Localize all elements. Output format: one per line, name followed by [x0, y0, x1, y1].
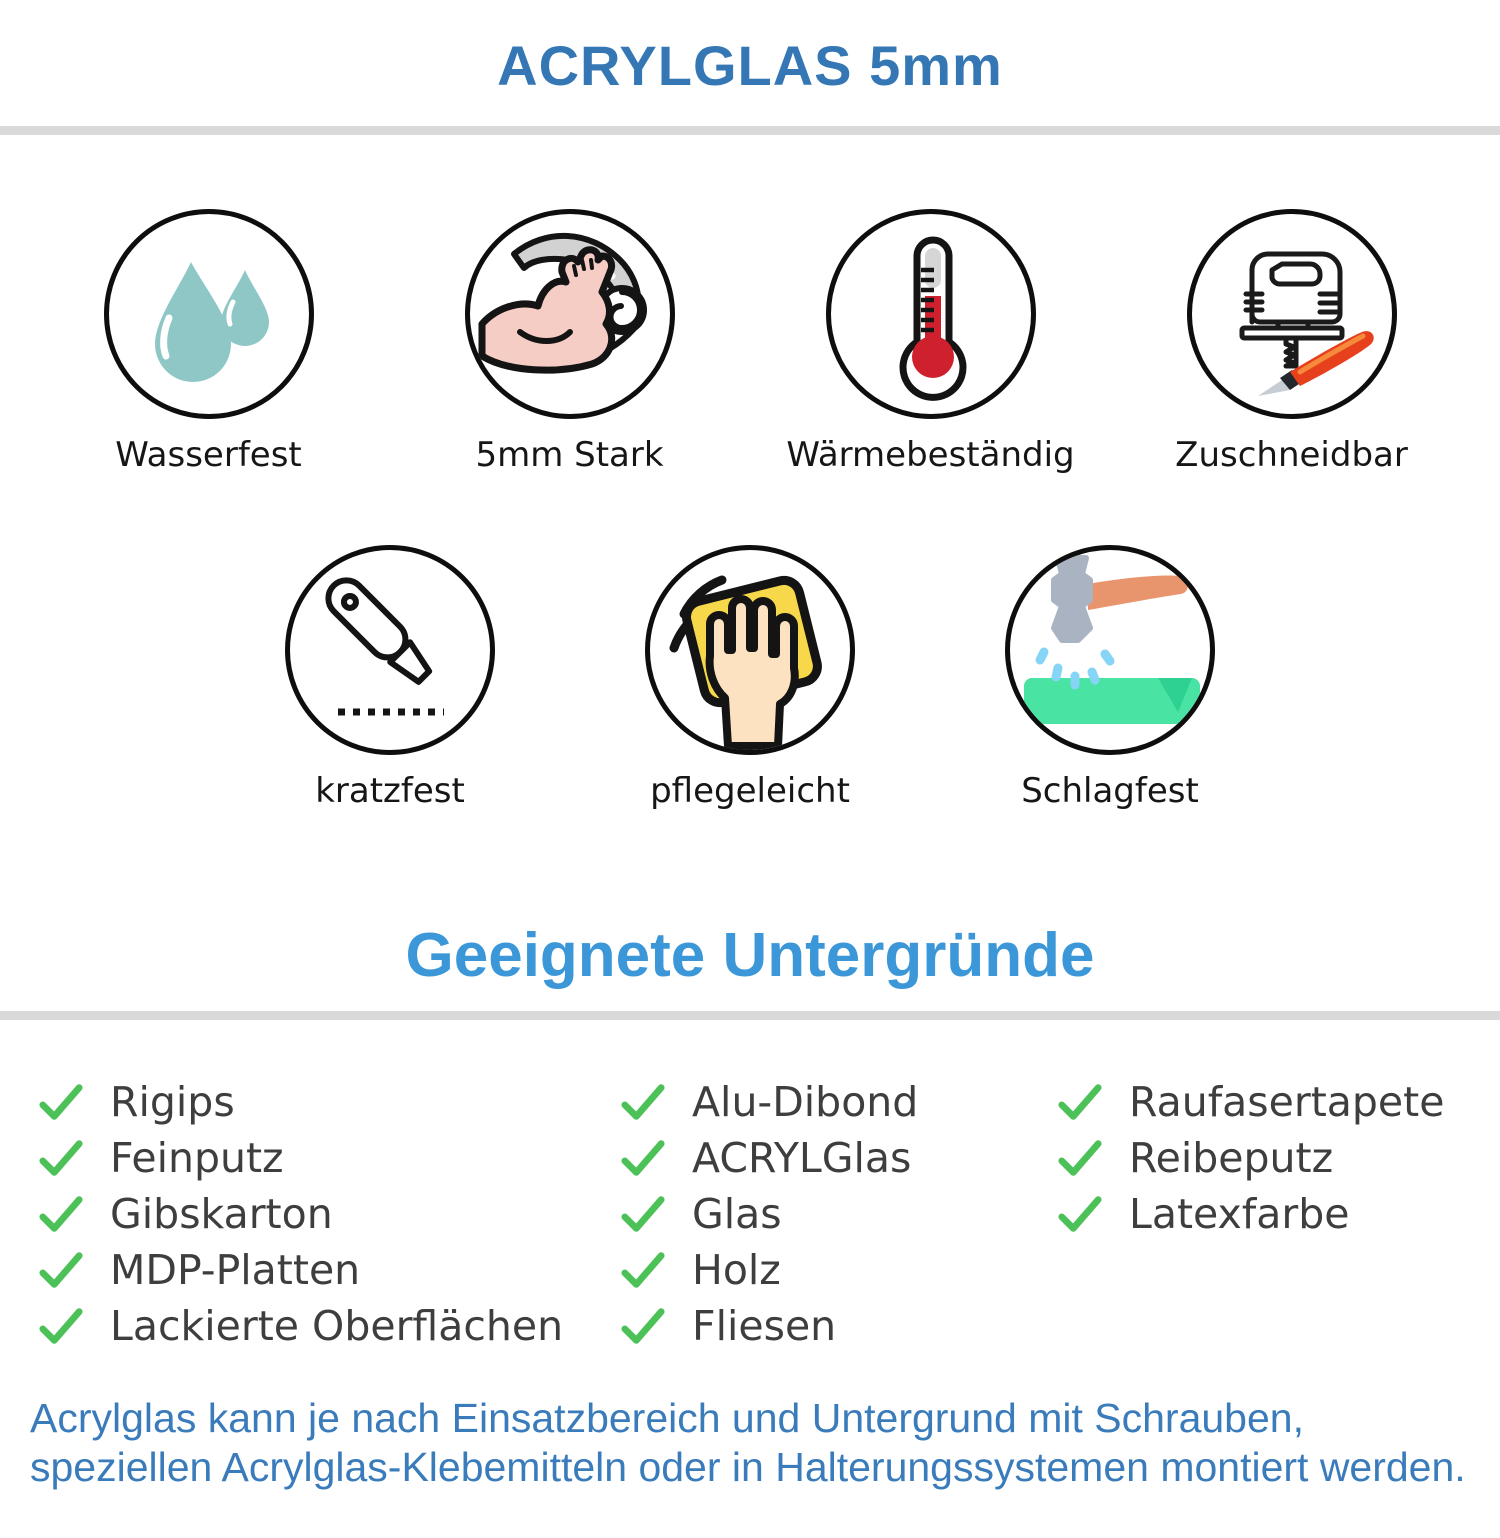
check-icon: [620, 1303, 666, 1349]
substrate-label: MDP-Platten: [110, 1246, 361, 1294]
substrate-label: Latexfarbe: [1129, 1190, 1350, 1238]
feature-circle: [1187, 209, 1397, 419]
feature-easy-care: [645, 545, 855, 811]
substrate-label: Fliesen: [692, 1302, 837, 1350]
substrate-item: [38, 1298, 620, 1354]
mounting-note-line2: speziellen Acrylglas-Klebemitteln oder in Halterungssystemen montiert werden.: [30, 1444, 1466, 1491]
thermometer-icon: [831, 214, 1031, 414]
feature-thickness: [389, 209, 750, 475]
divider-bar-top: [0, 126, 1500, 135]
utility-knife-icon: [290, 550, 490, 750]
feature-label: 5mm Stark: [475, 435, 664, 475]
feature-cuttable: [1111, 209, 1472, 475]
substrate-label: Feinputz: [110, 1134, 284, 1182]
feature-label: Wasserfest: [115, 435, 302, 475]
check-icon: [38, 1191, 84, 1237]
feature-label: pflegeleicht: [650, 771, 850, 811]
substrate-label: Gibskarton: [110, 1190, 333, 1238]
feature-circle: [285, 545, 495, 755]
check-icon: [38, 1303, 84, 1349]
hammer-icon: [1010, 550, 1210, 750]
substrate-item: [1057, 1130, 1500, 1186]
feature-heat-resistant: [750, 209, 1111, 475]
check-icon: [38, 1079, 84, 1125]
feature-label: kratzfest: [315, 771, 465, 811]
features-row-2: [0, 545, 1500, 811]
substrate-label: Reibeputz: [1129, 1134, 1334, 1182]
substrate-item: [38, 1186, 620, 1242]
substrate-label: ACRYLGlas: [692, 1134, 912, 1182]
check-icon: [620, 1247, 666, 1293]
substrate-label: Holz: [692, 1246, 781, 1294]
check-icon: [620, 1079, 666, 1125]
check-icon: [620, 1135, 666, 1181]
substrate-label: Glas: [692, 1190, 782, 1238]
page-title: ACRYLGLAS 5mm: [497, 34, 1003, 97]
substrate-item: [38, 1074, 620, 1130]
check-icon: [38, 1247, 84, 1293]
feature-circle: [645, 545, 855, 755]
check-icon: [38, 1135, 84, 1181]
infographic-page: [0, 34, 1500, 1538]
substrates-column-3: [1057, 1074, 1500, 1354]
strong-arm-icon: [470, 214, 670, 414]
substrate-label: Alu-Dibond: [692, 1078, 919, 1126]
substrate-item: [38, 1130, 620, 1186]
feature-circle: [104, 209, 314, 419]
substrates-list: [38, 1074, 1500, 1354]
feature-label: Wärmebeständig: [786, 435, 1075, 475]
substrate-label: Lackierte Oberflächen: [110, 1302, 564, 1350]
cleaning-hand-icon: [650, 550, 850, 750]
substrates-column-2: [620, 1074, 1057, 1354]
feature-scratch-resistant: [285, 545, 495, 811]
substrate-label: Raufasertapete: [1129, 1078, 1445, 1126]
check-icon: [1057, 1135, 1103, 1181]
feature-label: Zuschneidbar: [1175, 435, 1408, 475]
jigsaw-icon: [1192, 214, 1392, 414]
feature-circle: [465, 209, 675, 419]
section-title: Geeignete Untergründe: [405, 921, 1095, 990]
substrate-label: Rigips: [110, 1078, 235, 1126]
feature-label: Schlagfest: [1021, 771, 1199, 811]
check-icon: [1057, 1079, 1103, 1125]
substrate-item: [1057, 1074, 1500, 1130]
water-drops-icon: [109, 214, 309, 414]
substrate-item: [620, 1242, 1057, 1298]
check-icon: [1057, 1191, 1103, 1237]
mounting-note-line1: Acrylglas kann je nach Einsatzbereich und Untergrund mit Schrauben,: [30, 1395, 1304, 1441]
substrate-item: [38, 1242, 620, 1298]
feature-impact-resistant: [1005, 545, 1215, 811]
substrate-item: [620, 1130, 1057, 1186]
substrate-item: [620, 1074, 1057, 1130]
substrates-column-1: [38, 1074, 620, 1354]
feature-waterproof: [28, 209, 389, 475]
mounting-note: [30, 1394, 1470, 1492]
features-row-1: [0, 209, 1500, 475]
substrate-item: [620, 1186, 1057, 1242]
check-icon: [620, 1191, 666, 1237]
feature-circle: [826, 209, 1036, 419]
substrate-item: [1057, 1186, 1500, 1242]
feature-circle: [1005, 545, 1215, 755]
substrate-item: [620, 1298, 1057, 1354]
divider-bar-bottom: [0, 1011, 1500, 1020]
